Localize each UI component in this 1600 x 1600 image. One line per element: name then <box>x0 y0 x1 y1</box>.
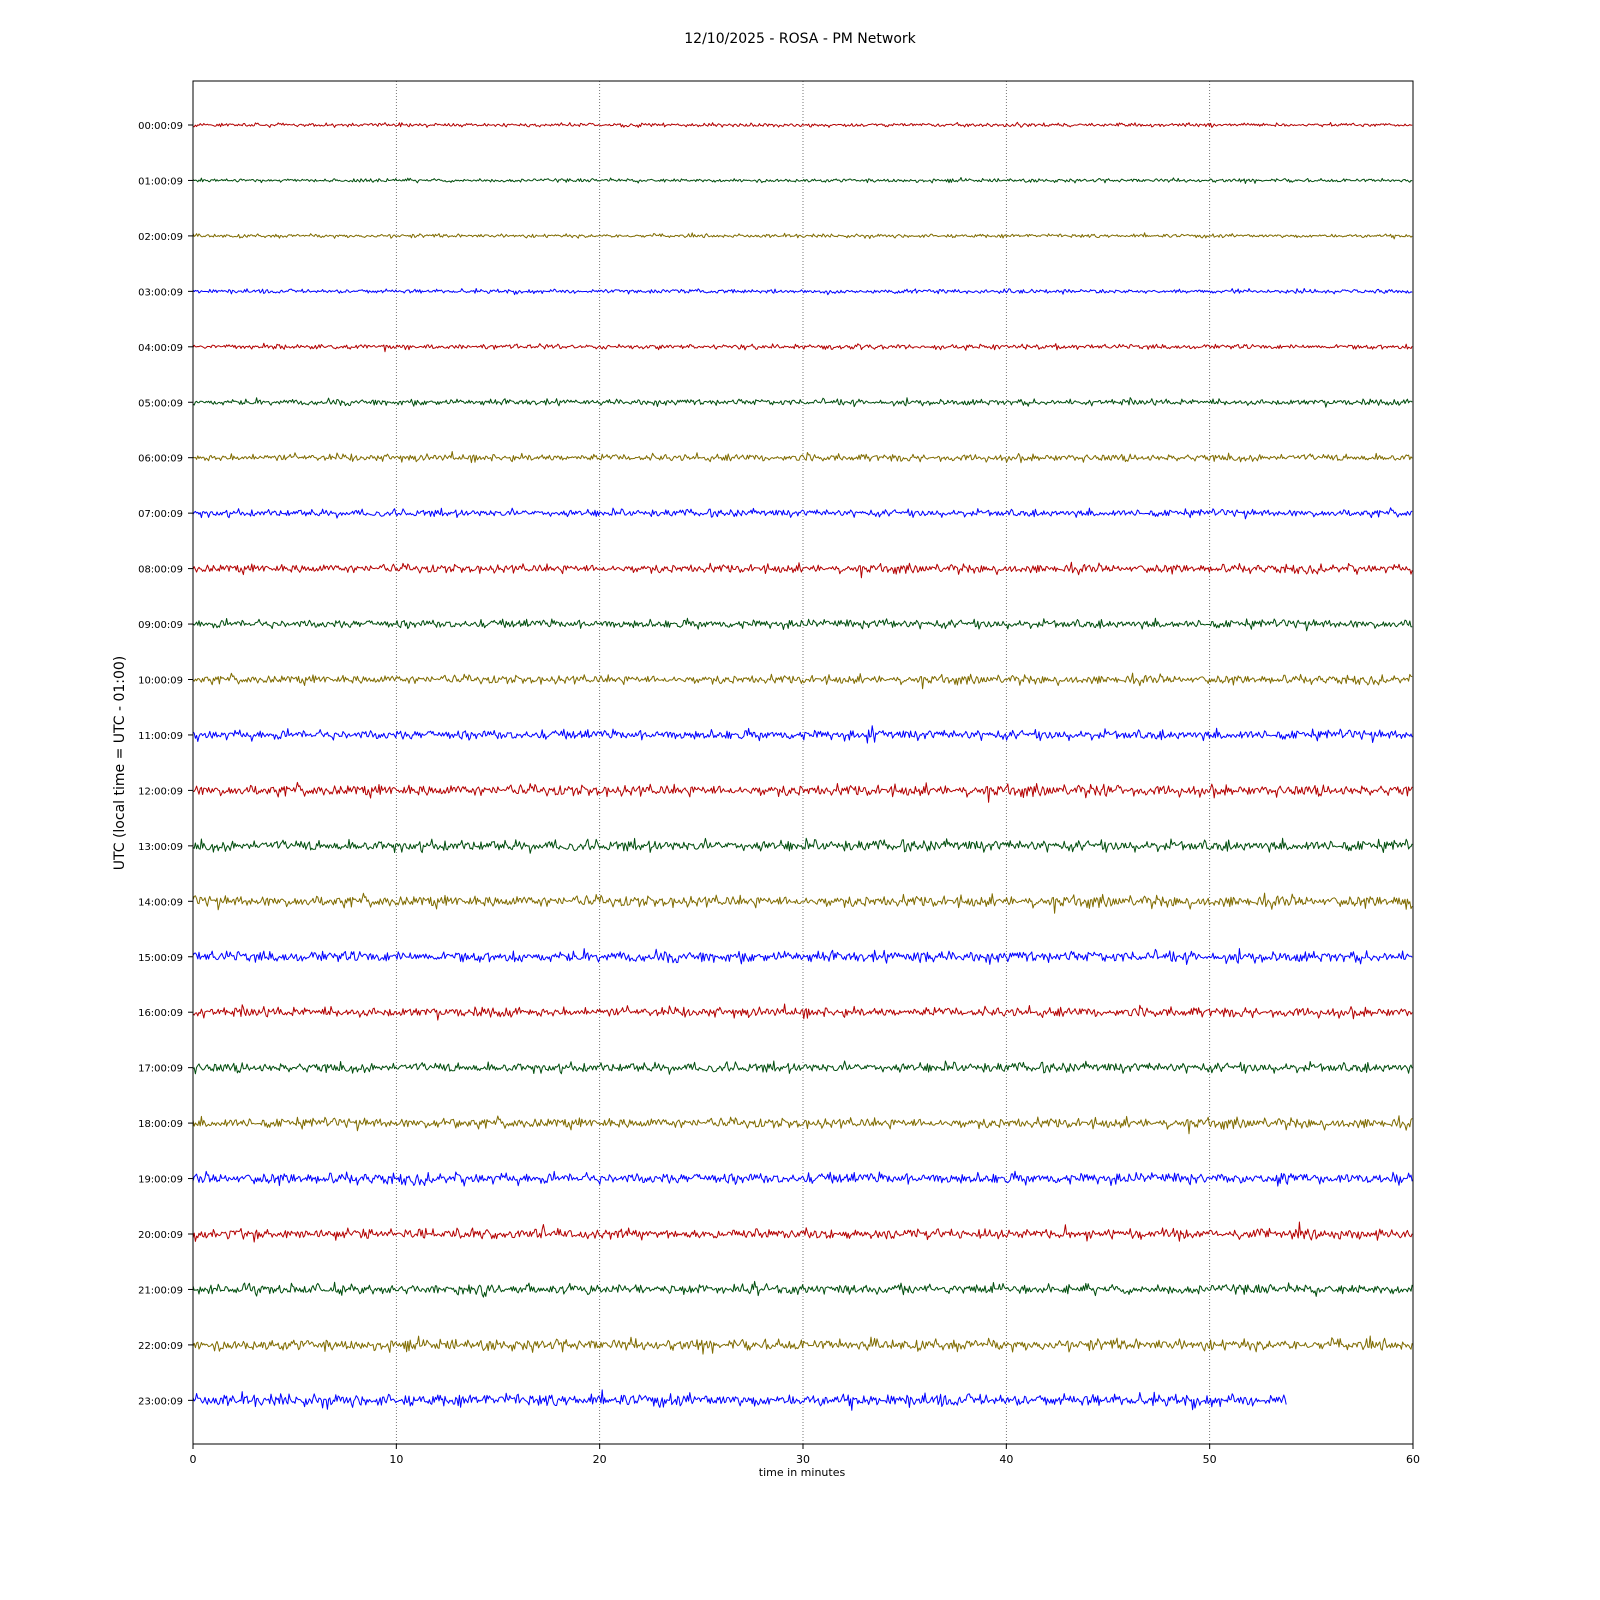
x-tick-label: 60 <box>1406 1453 1420 1466</box>
y-tick-label: 06:00:09 <box>138 453 183 465</box>
y-tick-label: 09:00:09 <box>138 620 183 632</box>
y-tick-label: 00:00:09 <box>138 121 183 132</box>
trace-line <box>193 726 1412 743</box>
y-tick-label: 10:00:09 <box>138 675 183 687</box>
x-tick-label: 50 <box>1202 1453 1217 1466</box>
trace-line <box>193 949 1412 965</box>
y-tick-label: 21:00:09 <box>138 1285 183 1297</box>
y-tick-label: 14:00:09 <box>138 897 183 909</box>
y-tick-label: 01:00:09 <box>138 176 183 188</box>
x-tick-labels <box>190 1444 1421 1466</box>
trace-line <box>193 1390 1286 1410</box>
y-tick-label: 12:00:09 <box>138 786 183 798</box>
y-tick-label: 18:00:09 <box>138 1119 183 1131</box>
chart-title: 12/10/2025 - ROSA - PM Network <box>684 31 916 47</box>
y-tick-label: 05:00:09 <box>138 398 183 410</box>
y-tick-label: 04:00:09 <box>138 342 183 354</box>
y-tick-label: 15:00:09 <box>138 952 183 964</box>
y-tick-label: 02:00:09 <box>138 231 183 243</box>
x-tick-label: 30 <box>796 1453 810 1466</box>
y-tick-label: 13:00:09 <box>138 841 183 853</box>
trace-line <box>193 289 1412 295</box>
y-tick-label: 20:00:09 <box>138 1230 183 1241</box>
x-axis-label: time in minutes <box>758 1466 846 1479</box>
x-tick-label: 10 <box>389 1453 404 1466</box>
x-tick-label: 0 <box>189 1453 197 1466</box>
trace-line <box>193 178 1412 184</box>
y-tick-label: 19:00:09 <box>138 1174 183 1186</box>
y-tick-label: 11:00:09 <box>138 730 183 742</box>
y-tick-label: 23:00:09 <box>138 1396 183 1408</box>
y-tick-labels <box>138 121 193 1407</box>
y-tick-label: 07:00:09 <box>138 509 183 521</box>
x-tick-label: 40 <box>999 1453 1014 1466</box>
y-tick-label: 08:00:09 <box>138 564 183 576</box>
y-tick-label: 16:00:09 <box>138 1008 183 1020</box>
x-tick-label: 20 <box>592 1453 607 1466</box>
trace-line <box>193 343 1412 352</box>
y-tick-label: 03:00:09 <box>138 287 183 299</box>
trace-line <box>193 1281 1412 1297</box>
y-tick-label: 17:00:09 <box>138 1063 183 1075</box>
y-tick-label: 22:00:09 <box>138 1340 183 1352</box>
y-axis-label: UTC (local time = UTC - 01:00) <box>112 655 128 871</box>
